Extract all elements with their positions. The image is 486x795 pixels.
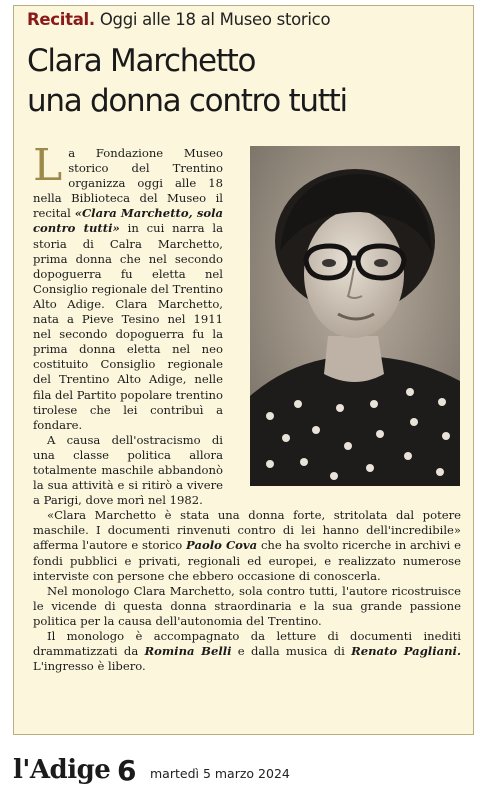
portrait-illustration xyxy=(250,146,460,486)
headline-line-2: una donna contro tutti xyxy=(27,83,347,119)
paragraph-5-text-b: e dalla musica di xyxy=(231,644,352,659)
musician-name: Renato Pagliani. xyxy=(351,644,461,659)
article-clipping xyxy=(13,5,474,735)
paragraph-4: Nel monologo Clara Marchetto, sola contro tutti, l'autore ricostruisce le vicende di questa donna straordinaria e la sua grande passione politica per la causa dell'autonomia del Trentino. xyxy=(33,583,461,628)
actor-name: Romina Belli xyxy=(144,644,232,659)
paragraph-1-text-a: a Fondazione Museo storico del Trentino organizza oggi alle 18 nella Biblioteca del Museo il recital xyxy=(33,146,223,221)
paragraph-3-text-b: che ha svolto ricerche in archivi e fondi pubblici e privati, regionali ed europei, e realizzato numerose interviste con persone che ebbero occasione di conoscerla. xyxy=(33,538,461,583)
paragraph-2: A causa dell'ostracismo di una classe politica allora totalmente maschile abbandonò la sua attività e si ritirò a vivere a Parigi, dove morì nel 1982. xyxy=(33,432,223,508)
paragraph-5-text-a: Il monologo è accompagnato da letture di documenti inediti drammatizzati da xyxy=(33,629,461,659)
kicker xyxy=(27,10,330,29)
headline-line-1: Clara Marchetto xyxy=(27,43,256,79)
portrait-photo xyxy=(250,146,460,486)
kicker-label: Recital. xyxy=(27,10,95,29)
drop-cap: L xyxy=(33,140,63,191)
kicker-text: Oggi alle 18 al Museo storico xyxy=(99,10,331,29)
headline xyxy=(27,41,347,121)
paragraph-3-text-a: «Clara Marchetto è stata una donna forte, stritolata dal potere maschile. I documenti rinvenuti contro di lei hanno dell'incredibile» afferma l'autore e storico xyxy=(33,508,461,553)
page-footer xyxy=(13,755,483,787)
recital-title: «Clara Marchetto, sola contro tutti» xyxy=(33,206,224,236)
paragraph-5-text-c: L'ingresso è libero. xyxy=(33,659,146,674)
publication-date: martedì 5 marzo 2024 xyxy=(150,766,290,781)
author-name: Paolo Cova xyxy=(186,538,258,553)
paragraph-3 xyxy=(33,508,461,583)
page-number: 6 xyxy=(117,754,137,787)
paragraph-5 xyxy=(33,629,461,674)
newspaper-masthead: l'Adige xyxy=(13,755,111,785)
paragraph-1-text-b: in cui narra la storia di Calra Marchetto, prima donna che nel secondo dopoguerra fu eletta nel Consiglio regionale del Trentino Alto Adige. Clara Marchetto, nata a Pieve Tesino nel 1911 nel secondo dopoguerra fu la prima donna eletta nel neo costituito Consiglio regionale del Trentino Alto Adige, nelle fila del Partito popolare trentino tirolese che lei contribuì a fondare. xyxy=(33,221,223,432)
